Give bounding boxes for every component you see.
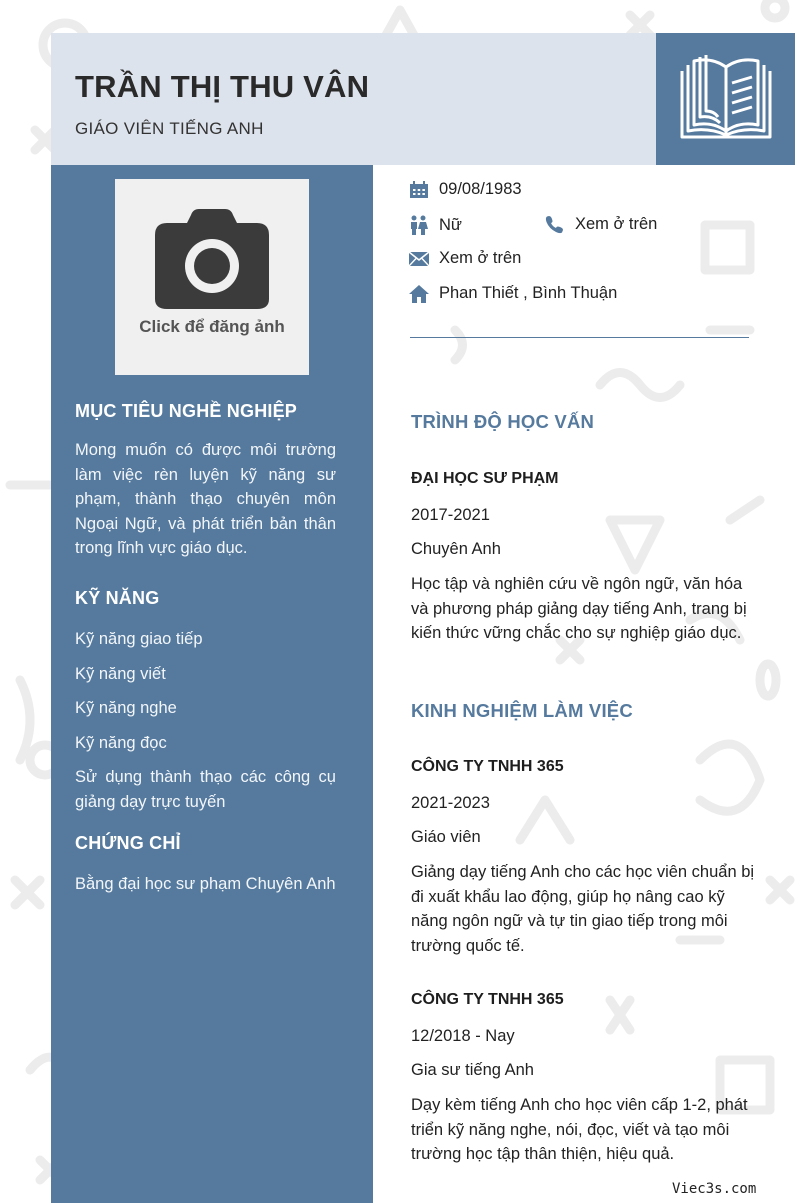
- objective-section: [75, 401, 336, 561]
- objective-heading: MỤC TIÊU NGHỀ NGHIỆP: [75, 401, 298, 421]
- job-company: CÔNG TY TNHH 365: [411, 991, 564, 1008]
- email-text: Xem ở trên: [439, 249, 522, 267]
- job-period: 12/2018 - Nay: [411, 1027, 515, 1045]
- calendar-icon: [409, 181, 429, 199]
- main-content: [373, 165, 800, 1203]
- email-icon: [409, 252, 429, 266]
- education-period: 2017-2021: [411, 506, 490, 524]
- education-major: Chuyên Anh: [411, 540, 501, 558]
- candidate-name: TRẦN THỊ THU VÂN: [75, 69, 370, 104]
- skill-item: Sử dụng thành thạo các công cụ giảng dạy trực tuyến: [75, 768, 336, 811]
- candidate-job-title: GIÁO VIÊN TIẾNG ANH: [75, 119, 264, 138]
- home-icon: [409, 285, 429, 303]
- photo-upload[interactable]: [115, 179, 309, 375]
- education-description: Học tập và nghiên cứu về ngôn ngữ, văn hóa và phương pháp giảng dạy tiếng Anh, trang bị kiến thức vững chắc cho sự nghiệp giáo dục.: [411, 575, 747, 642]
- skills-heading: KỸ NĂNG: [75, 588, 160, 608]
- site-watermark: Viec3s.com: [672, 1181, 757, 1197]
- job-position: Giáo viên: [411, 828, 481, 846]
- header-banner: [51, 33, 656, 165]
- birthday-row: [409, 180, 522, 199]
- logo-box: [656, 33, 795, 165]
- phone-icon: [545, 215, 564, 234]
- camera-icon: [153, 207, 271, 311]
- skill-item: Kỹ năng nghe: [75, 699, 177, 717]
- skill-item: Kỹ năng đọc: [75, 733, 167, 752]
- job-description: Giảng dạy tiếng Anh cho các học viên chuẩn bị đi xuất khẩu lao động, giúp họ nâng cao kỹ năng ngôn ngữ và tự tin giao tiếp trong môi trường quốc tế.: [411, 863, 755, 955]
- skills-section: [75, 588, 336, 814]
- contact-divider: [410, 337, 749, 338]
- open-book-icon: [678, 53, 774, 145]
- sidebar: [51, 165, 373, 1203]
- certificates-section: [75, 833, 336, 897]
- experience-heading: KINH NGHIỆM LÀM VIỆC: [411, 700, 633, 721]
- job-company: CÔNG TY TNHH 365: [411, 758, 564, 775]
- skill-item: Kỹ năng viết: [75, 664, 166, 683]
- people-icon: [409, 215, 429, 235]
- education-school: ĐẠI HỌC SƯ PHẠM: [411, 470, 559, 487]
- job-period: 2021-2023: [411, 794, 490, 812]
- education-heading: TRÌNH ĐỘ HỌC VẤN: [411, 411, 595, 432]
- certificates-text: Bằng đại học sư phạm Chuyên Anh: [75, 875, 336, 893]
- address-row: [409, 284, 617, 303]
- skill-item: Kỹ năng giao tiếp: [75, 630, 203, 648]
- certificates-heading: CHỨNG CHỈ: [75, 833, 181, 853]
- phone-row: [545, 215, 657, 234]
- email-row: [409, 249, 521, 268]
- job-description: Dạy kèm tiếng Anh cho học viên cấp 1-2, phát triển kỹ năng nghe, nói, đọc, viết và tạo môi trường học tập thân thiện, hiệu quả.: [411, 1096, 748, 1163]
- address-text: Phan Thiết , Bình Thuận: [439, 284, 618, 302]
- photo-upload-label: Click để đăng ảnh: [139, 317, 285, 336]
- phone-text: Xem ở trên: [575, 215, 658, 233]
- gender-text: Nữ: [439, 215, 462, 234]
- objective-text: Mong muốn có được môi trường làm việc rèn luyện kỹ năng sư phạm, thành thạo chuyên môn Ngoại Ngữ, và phát triển bản thân trong lĩnh vực giáo dục.: [75, 441, 336, 557]
- job-position: Gia sư tiếng Anh: [411, 1061, 534, 1079]
- birthday-text: 09/08/1983: [439, 180, 522, 198]
- gender-row: [409, 215, 462, 235]
